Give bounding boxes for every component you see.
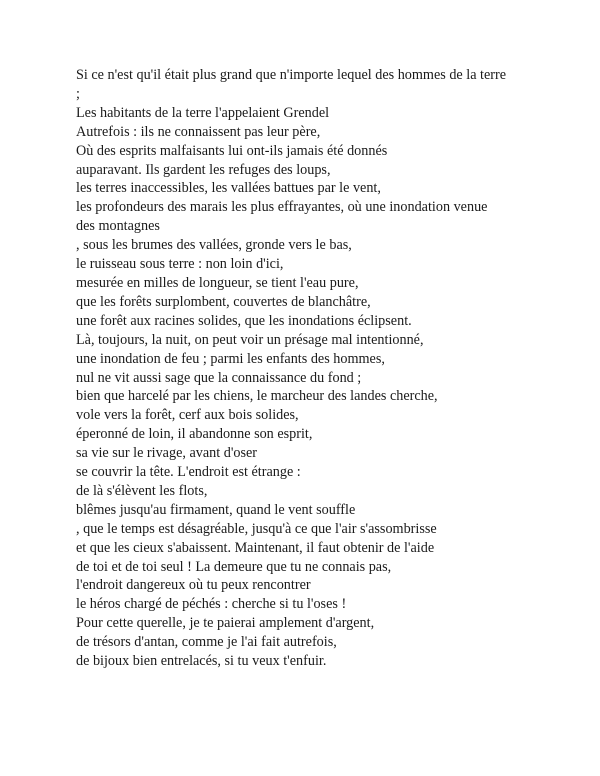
text-line: que les forêts surplombent, couvertes de blanchâtre, [76,293,371,310]
text-line: sa vie sur le rivage, avant d'oser [76,445,258,462]
text-line: Où des esprits malfaisants lui ont-ils jamais été donnés [76,142,388,159]
text-line: de trésors d'antan, comme je l'ai fait autrefois, [76,634,337,651]
text-line: une inondation de feu ; parmi les enfants des hommes, [76,350,385,367]
text-line: éperonné de loin, il abandonne son esprit, [76,426,313,443]
text-line: Les habitants de la terre l'appelaient Grendel [76,104,330,121]
text-line: ; [76,85,80,102]
text-line: mesurée en milles de longueur, se tient l'eau pure, [76,274,359,291]
text-line: , sous les brumes des vallées, gronde vers le bas, [76,237,352,254]
text-line: Si ce n'est qu'il était plus grand que n'importe lequel des hommes de la terre [76,67,507,83]
text-line: se couvrir la tête. L'endroit est étrange : [76,464,301,481]
text-line: auparavant. Ils gardent les refuges des loups, [76,161,331,178]
text-line: le héros chargé de péchés : cherche si tu l'oses ! [76,596,347,613]
text-line: , que le temps est désagréable, jusqu'à ce que l'air s'assombrisse [76,520,437,537]
text-line: vole vers la forêt, cerf aux bois solides, [76,407,299,424]
text-line: les profondeurs des marais les plus effrayantes, où une inondation venue [76,199,488,216]
text-line: de bijoux bien entrelacés, si tu veux t'enfuir. [76,653,327,670]
text-line: une forêt aux racines solides, que les inondations éclipsent. [76,312,412,329]
text-line: bien que harcelé par les chiens, le marcheur des landes cherche, [76,388,438,405]
text-line: les terres inaccessibles, les vallées battues par le vent, [76,180,381,197]
text-line: blêmes jusqu'au firmament, quand le vent souffle [76,501,356,518]
text-line: Autrefois : ils ne connaissent pas leur père, [76,123,321,140]
text-line: le ruisseau sous terre : non loin d'ici, [76,256,284,273]
text-line: de toi et de toi seul ! La demeure que tu ne connais pas, [76,558,392,575]
poem-text [76,66,546,671]
text-line: Là, toujours, la nuit, on peut voir un présage mal intentionné, [76,331,424,348]
text-line: de là s'élèvent les flots, [76,482,208,499]
text-line: Pour cette querelle, je te paierai amplement d'argent, [76,615,375,632]
text-line: et que les cieux s'abaissent. Maintenant, il faut obtenir de l'aide [76,539,435,556]
text-line: nul ne vit aussi sage que la connaissance du fond ; [76,369,362,386]
text-line: des montagnes [76,218,160,235]
text-line: l'endroit dangereux où tu peux rencontrer [76,577,311,594]
